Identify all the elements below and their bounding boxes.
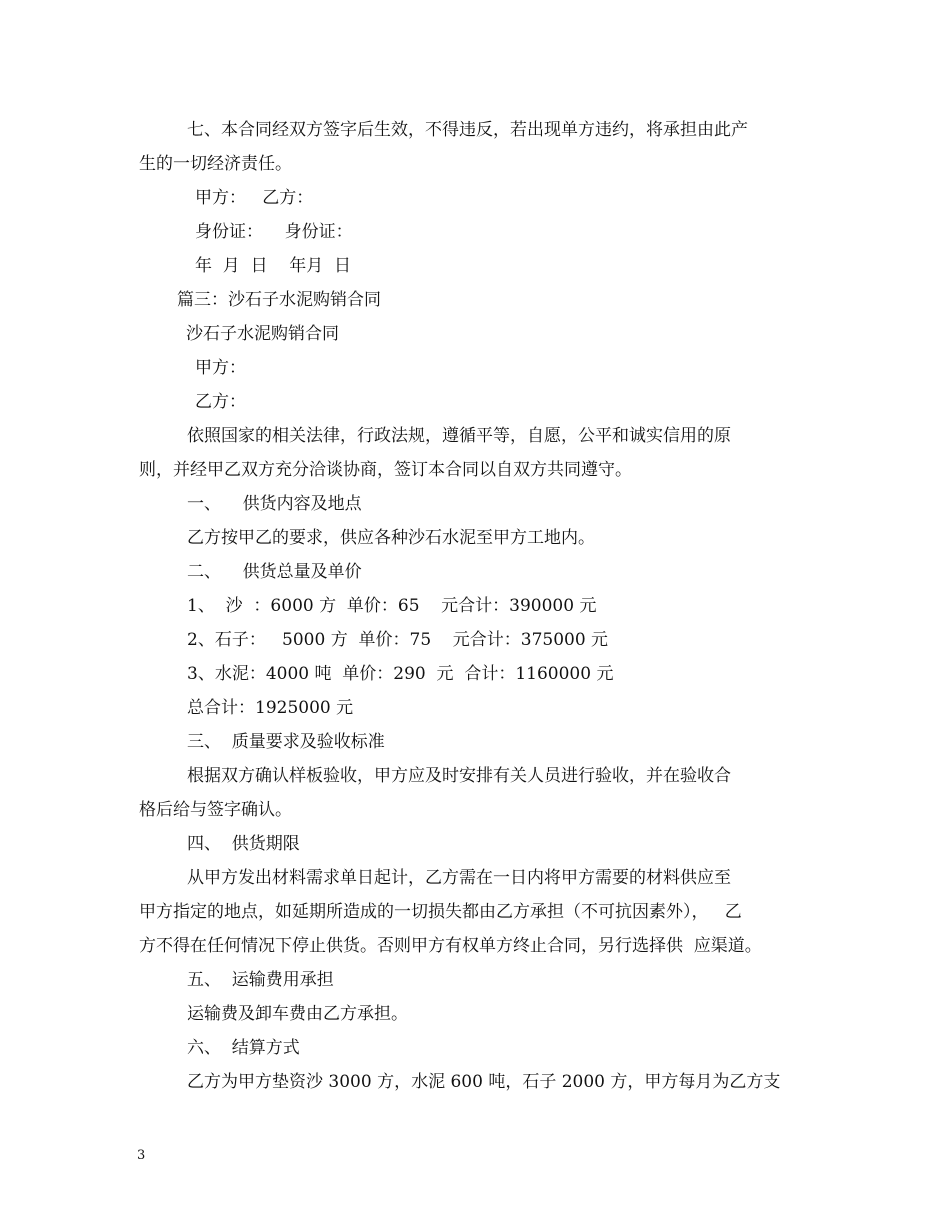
article-2-heading: 二、 供货总量及单价: [187, 562, 362, 582]
page-number: 3: [137, 1148, 146, 1163]
price-item-cement: 3、水泥：4000 吨 单价：290 元 合计：1160000 元: [187, 664, 614, 684]
article-4-line-1: 从甲方发出材料需求单日起计，乙方需在一日内将甲方需要的材料供应至: [187, 868, 731, 888]
article-3-line-2: 格后给与签字确认。: [139, 800, 292, 820]
clause-7-line-2: 生的一切经济责任。: [139, 154, 292, 174]
article-1-heading: 一、 供货内容及地点: [187, 494, 362, 514]
article-4-line-2: 甲方指定的地点，如延期所造成的一切损失都由乙方承担（不可抗因素外）， 乙: [139, 902, 742, 922]
article-4-heading: 四、 供货期限: [187, 834, 300, 854]
party-b-line: 乙方：: [195, 392, 246, 412]
article-5-heading: 五、 运输费用承担: [187, 970, 334, 990]
signature-id-line: 身份证： 身份证：: [195, 222, 353, 242]
contract-title: 沙石子水泥购销合同: [186, 324, 339, 344]
preamble-line-2: 则，并经甲乙双方充分洽谈协商，签订本合同以自双方共同遵守。: [139, 460, 632, 480]
party-a-line: 甲方：: [195, 358, 246, 378]
article-4-line-3: 方不得在任何情况下停止供货。否则甲方有权单方终止合同，另行选择供 应渠道。: [139, 936, 762, 956]
grand-total-line: 总合计：1925000 元: [187, 698, 354, 718]
preamble-line-1: 依照国家的相关法律，行政法规，遵循平等，自愿，公平和诚实信用的原: [187, 426, 731, 446]
signature-parties-line: 甲方： 乙方：: [195, 188, 314, 208]
price-item-stone: 2、石子： 5000 方 单价：75 元合计：375000 元: [187, 630, 609, 650]
article-1-text: 乙方按甲乙的要求，供应各种沙石水泥至甲方工地内。: [187, 528, 595, 548]
article-5-text: 运输费及卸车费由乙方承担。: [187, 1004, 408, 1024]
clause-7-line-1: 七、本合同经双方签字后生效，不得违反，若出现单方违约，将承担由此产: [187, 120, 748, 140]
signature-date-line: 年 月 日 年月 日: [195, 256, 352, 276]
section-three-heading: 篇三：沙石子水泥购销合同: [177, 290, 381, 310]
article-3-heading: 三、 质量要求及验收标准: [187, 732, 385, 752]
price-item-sand: 1、 沙 ：6000 方 单价：65 元合计：390000 元: [187, 596, 597, 616]
article-6-line-1: 乙方为甲方垫资沙 3000 方，水泥 600 吨，石子 2000 方，甲方每月为乙方支: [187, 1072, 781, 1092]
article-3-line-1: 根据双方确认样板验收，甲方应及时安排有关人员进行验收，并在验收合: [187, 766, 731, 786]
article-6-heading: 六、 结算方式: [187, 1038, 300, 1058]
